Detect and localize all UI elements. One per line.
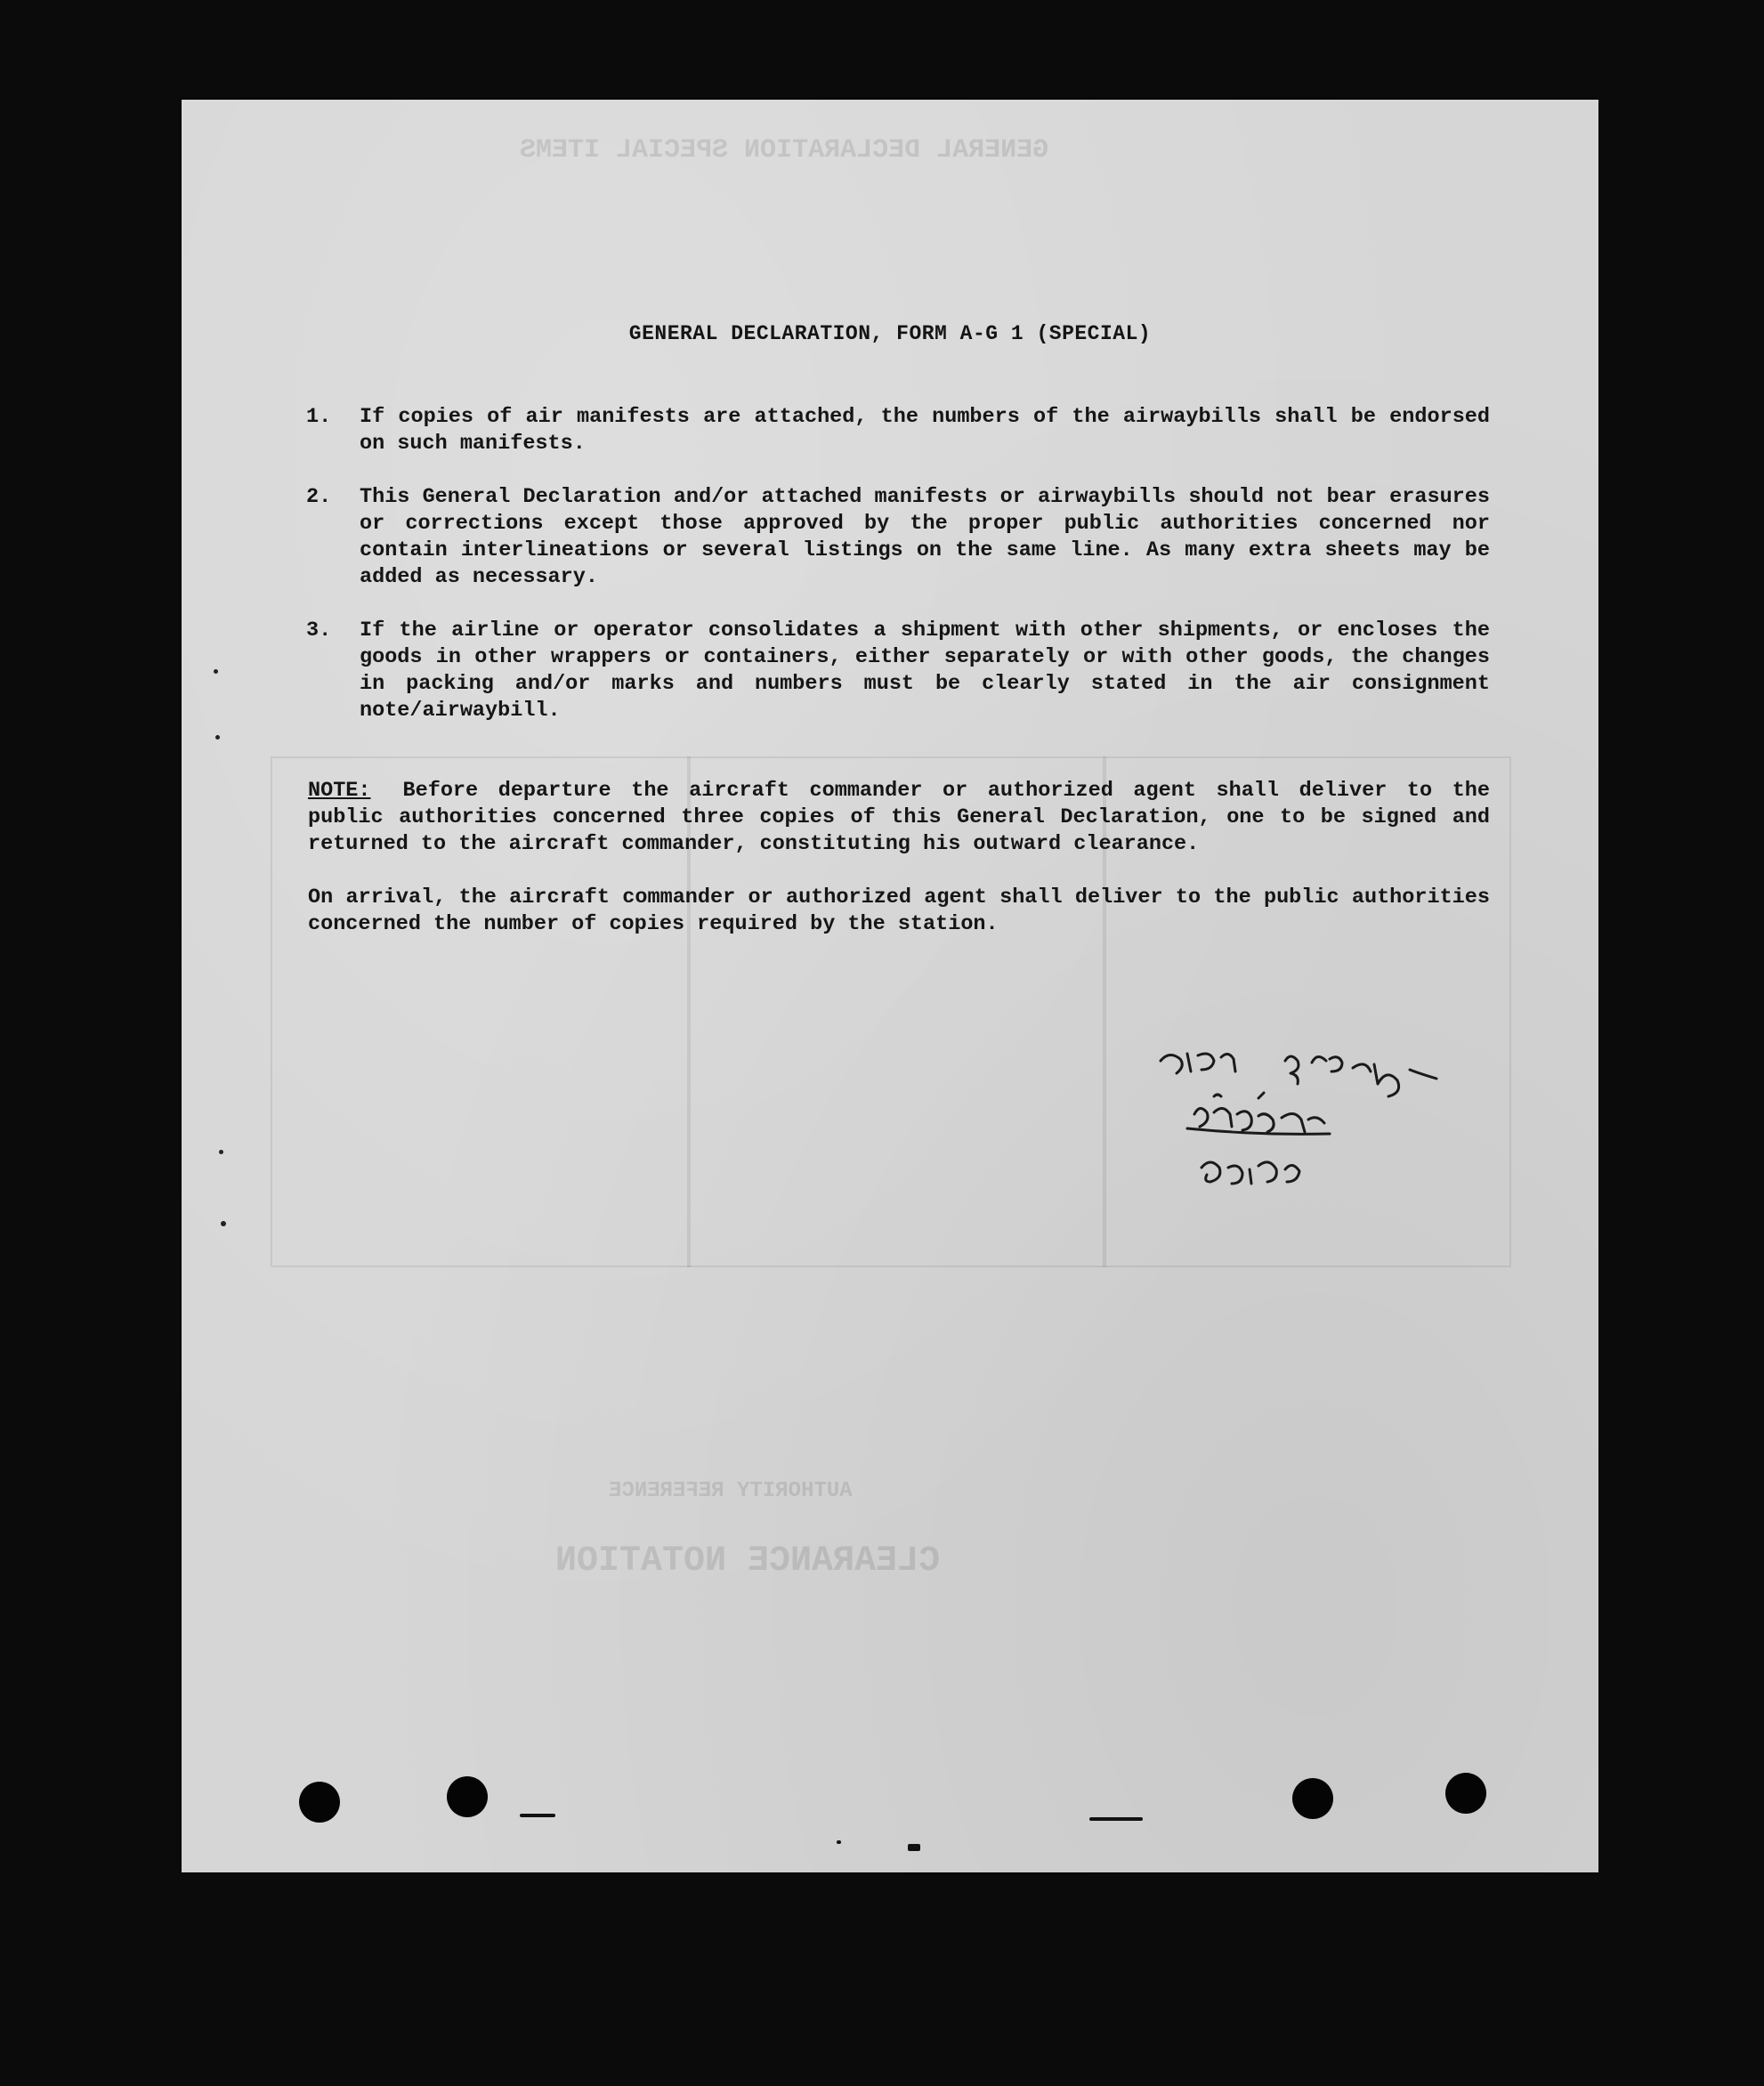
margin-mark bbox=[215, 735, 220, 740]
scan-speck bbox=[1089, 1817, 1143, 1821]
bleed-through-text: AUTHORITY REFERENCE bbox=[609, 1479, 853, 1503]
arrival-paragraph: On arrival, the aircraft commander or authorized agent shall deliver to the public authorities concerned the number of copies required by the station. bbox=[308, 885, 1490, 936]
item-number: 1. bbox=[306, 405, 332, 429]
note-label: NOTE: bbox=[308, 779, 371, 803]
item-text: If the airline or operator consolidates a shipment with other shipments, or encloses the goods in other wrappers or containers, either separately or with other goods, the changes in packing and/or marks and numbers must be clearly stated in the air consignment note/airwaybill. bbox=[360, 619, 1490, 723]
bleed-through-text: GENERAL DECLARATION SPECIAL ITEMS bbox=[520, 135, 1049, 166]
note-paragraph bbox=[308, 778, 1490, 858]
scan-speck bbox=[837, 1840, 841, 1844]
scan-speck bbox=[520, 1814, 555, 1817]
scan-speck bbox=[908, 1844, 920, 1851]
punch-hole bbox=[447, 1776, 488, 1817]
item-text: This General Declaration and/or attached manifests or airwaybills should not bear erasures or corrections except those approved by the proper public authorities concerned nor contain interlineations or several listings on the same line. As many extra sheets may be added as necessary. bbox=[360, 485, 1490, 589]
item-number: 3. bbox=[306, 619, 332, 643]
note-text: Before departure the aircraft commander or authorized agent shall deliver to the public authorities concerned three copies of this General Declaration, one to be signed and returned to the aircraft commander, constituting his outward clearance. bbox=[308, 779, 1490, 856]
list-item bbox=[306, 484, 1490, 591]
punch-hole bbox=[1445, 1773, 1486, 1814]
margin-mark bbox=[219, 1150, 223, 1154]
instruction-list bbox=[306, 404, 1490, 751]
item-number: 2. bbox=[306, 485, 332, 509]
list-item bbox=[306, 618, 1490, 724]
note-section bbox=[308, 778, 1490, 965]
document-page bbox=[182, 100, 1598, 1872]
handwritten-notation bbox=[1152, 1034, 1490, 1248]
page-title: GENERAL DECLARATION, FORM A-G 1 (SPECIAL) bbox=[628, 322, 1152, 345]
bleed-through-text: CLEARANCE NOTATION bbox=[555, 1541, 941, 1581]
punch-hole bbox=[1292, 1778, 1333, 1819]
margin-mark bbox=[214, 669, 218, 674]
punch-hole bbox=[299, 1782, 340, 1823]
margin-mark bbox=[221, 1221, 226, 1226]
list-item bbox=[306, 404, 1490, 457]
item-text: If copies of air manifests are attached, the numbers of the airwaybills shall be endorsed on such manifests. bbox=[360, 405, 1490, 456]
